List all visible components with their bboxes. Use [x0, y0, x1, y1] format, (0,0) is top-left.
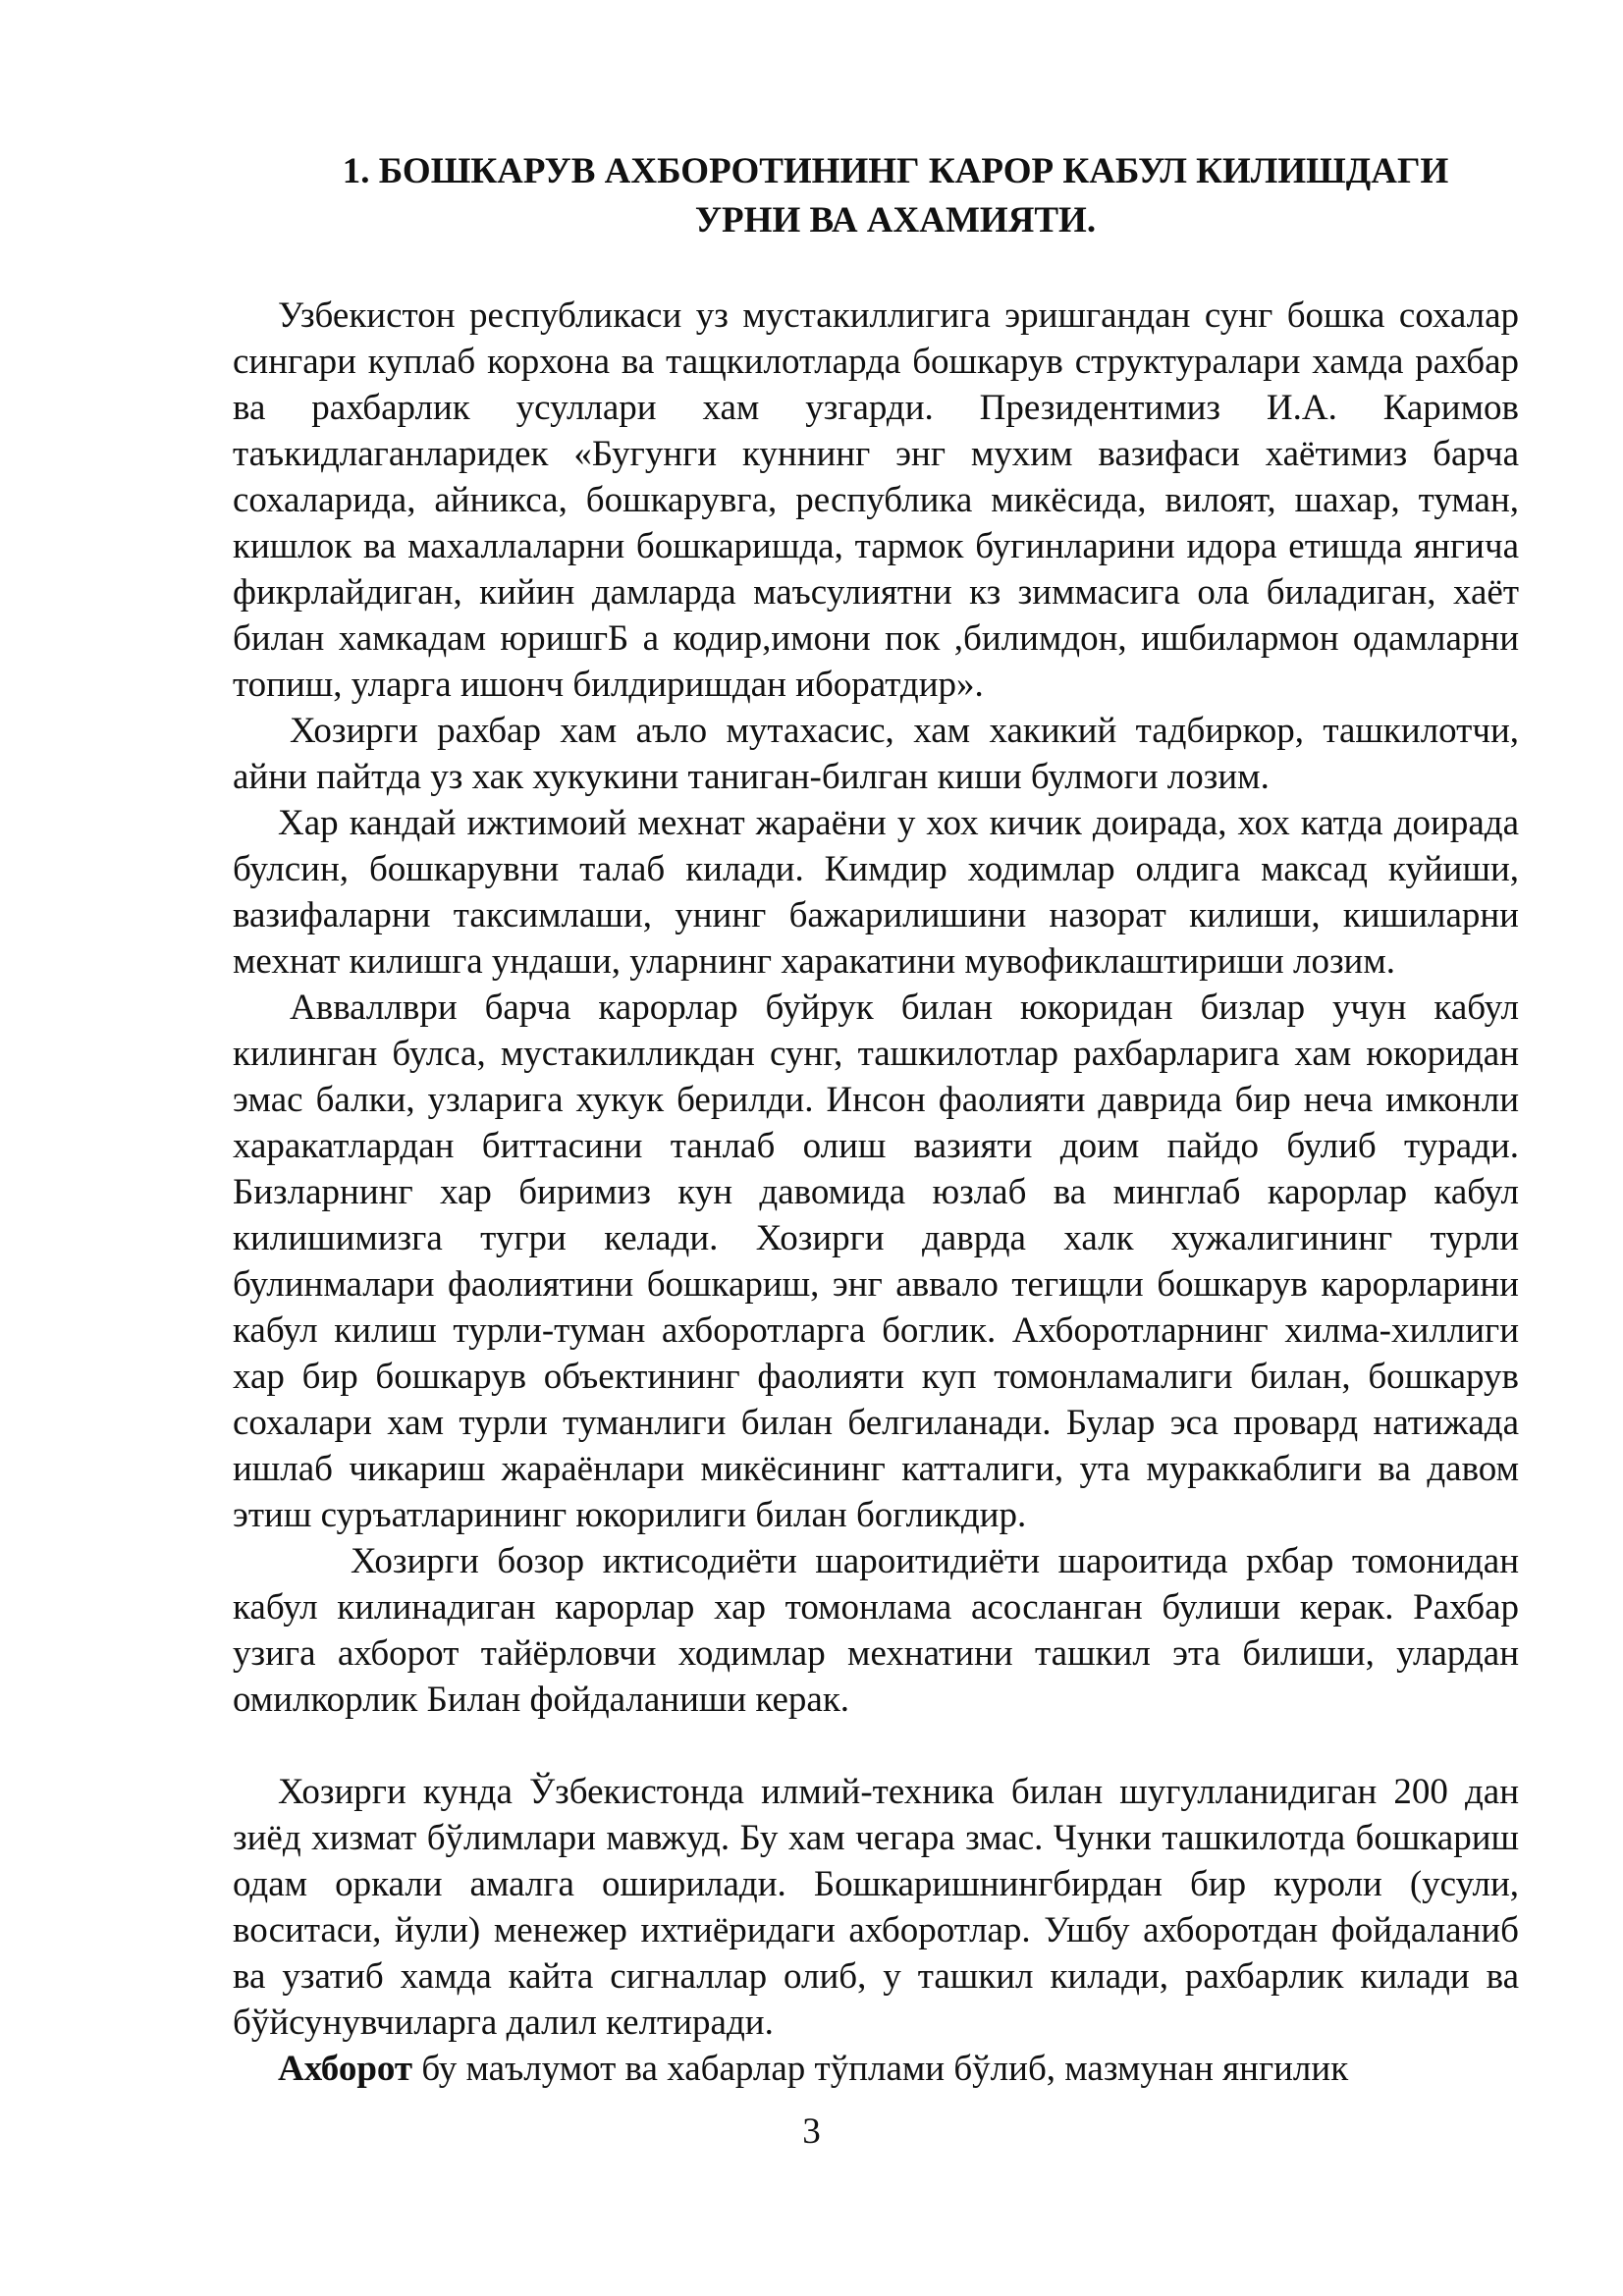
section-heading-line-1: 1. БОШКАРУВ АХБОРОТИНИНГ КАРОР КАБУЛ КИЛИШДАГИ	[342, 151, 1449, 191]
paragraph-decisions: Авваллври барча карорлар буйрук билан юкоридан бизлар учун кабул килинган булса, мустакилликдан сунг, ташкилотлар рахбарларига хам юкоридан эмас балки, узларига хукук берилди. Инсон фаолияти даврида бир неча имконли харакатлардан биттасини танлаб олиш вазияти доим пайдо булиб туради. Бизларнинг хар биримиз кун давомида юзлаб ва минглаб карорлар кабул килишимизга тугри келади. Хозирги даврда халк хужалигининг турли булинмалари фаолиятини бошкариш, энг аввало тегищли бошкарув карорларини кабул килиш турли-туман ахборотларга боглик. Ахборотларнинг хилма-хиллиги хар бир бошкарув объектининг фаолияти куп томонламалиги билан, бошкарув сохалари хам турли туманлиги билан белгиланади. Булар эса провард натижада ишлаб чикариш жараёнлари микёсининг катталиги, ута мураккаблиги ва давом этиш суръатларининг юкорилиги билан богликдир.	[233, 988, 1519, 1535]
paragraph-information-definition	[233, 2046, 1519, 2092]
paragraph-modern-leader: Хозирги рахбар хам аъло мутахасис, хам хакикий тадбиркор, ташкилотчи, айни пайтда уз хак хукукини таниган-билган киши булмоги лозим.	[233, 711, 1519, 797]
document-page	[233, 147, 1519, 2092]
page-number: 3	[802, 2111, 821, 2152]
term-information: Ахборот	[278, 2049, 413, 2089]
paragraph-information-services: Хозирги кунда Ўзбекистонда илмий-техника билан шугулланидиган 200 дан зиёд хизмат бўлимлари мавжуд. Бу хам чегара змас. Чунки ташкилотда бошкариш одам оркали амалга оширилади. Бошкаришнингбирдан бир куроли (усули, воситаси, йули) менежер ихтиёридаги ахборотлар. Ушбу ахборотдан фойдаланиб ва узатиб хамда кайта сигналлар олиб, у ташкил килади, рахбарлик килади ва бўйсунувчиларга далил келтиради.	[233, 1772, 1519, 2043]
definition-text: бу маълумот ва хабарлар тўплами бўлиб, мазмунан янгилик	[412, 2049, 1349, 2089]
paragraph-independence: Узбекистон республикаси уз мустакиллигига эришгандан сунг бошка сохалар сингари куплаб корхона ва тащкилотларда бошкарув структуралари хамда рахбар ва рахбарлик усуллари хам узгарди. Президентимиз И.А. Каримов таъкидлаганларидек «Бугунги куннинг энг мухим вазифаси хаётимиз барча сохаларида, айникса, бошкарувга, республика микёсида, вилоят, шахар, туман, кишлок ва махаллаларни бошкаришда, тармок бугинларини идора етишда янгича фикрлайдиган, кийин дамларда маъсулиятни кз зиммасига ола биладиган, хаёт билан хамкадам юришгБ а кодир,имони пок ,билимдон, ишбилармон одамларни топиш, уларга ишонч билдиришдан иборатдир».	[233, 295, 1519, 705]
section-heading	[233, 147, 1519, 245]
paragraph-market-economy: Хозирги бозор иктисодиёти шароитидиёти шароитида рхбар томонидан кабул килинадиган карорлар хар томонлама асосланган булиши керак. Рахбар узига ахборот тайёрловчи ходимлар мехнатини ташкил эта билиши, улардан омилкорлик Билан фойдаланиши керак.	[233, 1541, 1519, 1720]
paragraph-labor-process: Хар кандай ижтимоий мехнат жараёни у хох кичик доирада, хох катда доирада булсин, бошкарувни талаб килади. Кимдир ходимлар олдига максад куйиши, вазифаларни таксимлаши, унинг бажарилишини назорат килиши, кишиларни мехнат килишга ундаши, уларнинг харакатини мувофиклаштириши лозим.	[233, 803, 1519, 982]
section-heading-line-2: УРНИ ВА АХАМИЯТИ.	[694, 200, 1097, 240]
